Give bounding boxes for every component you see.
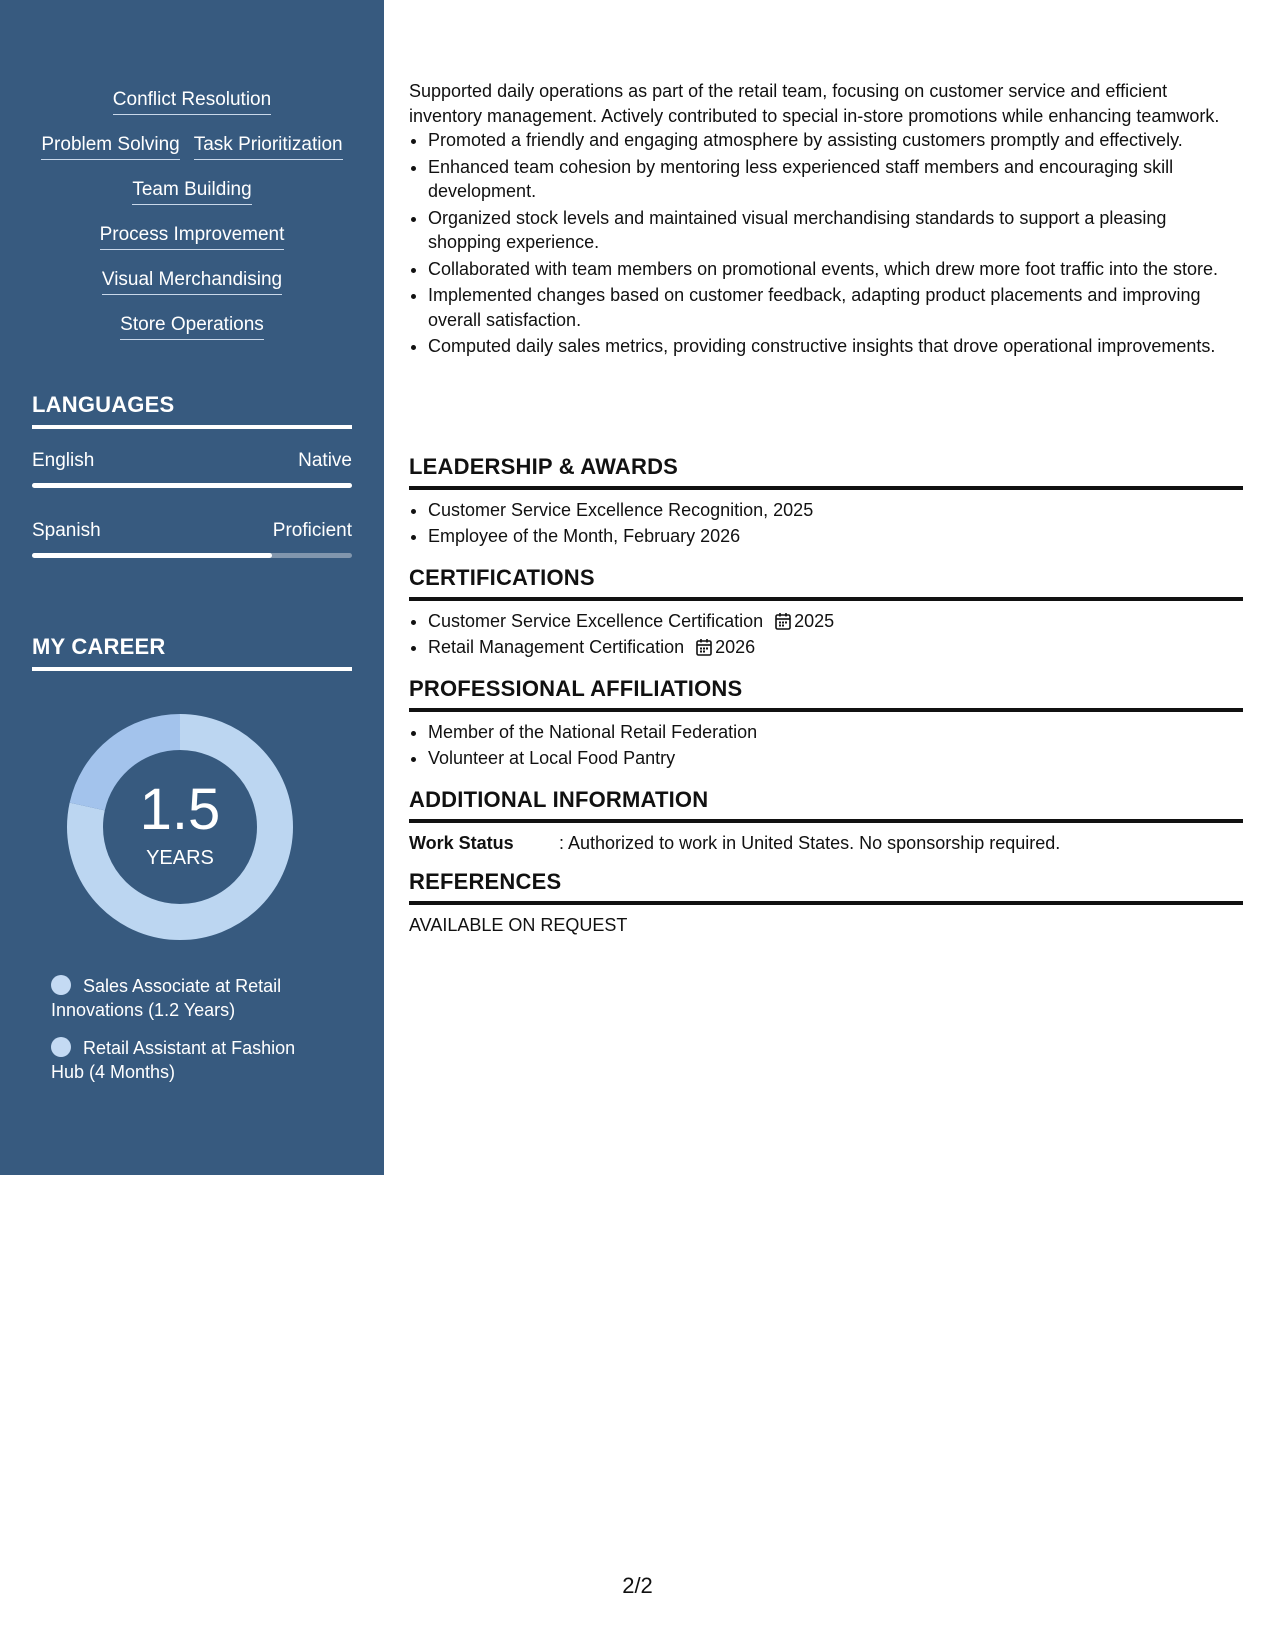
section-heading: ADDITIONAL INFORMATION <box>409 788 1243 823</box>
legend-dot <box>51 1037 71 1057</box>
skill-row <box>0 88 384 115</box>
skill-row <box>0 268 384 295</box>
career-unit: YEARS <box>146 847 214 869</box>
language-bar <box>32 483 352 488</box>
languages-heading: LANGUAGES <box>32 392 352 429</box>
career-job-item <box>51 1036 321 1084</box>
list-item: • Collaborated with team members on promotional events, which drew more foot traffic into the store. <box>428 257 1243 282</box>
calendar-icon <box>775 612 791 630</box>
additional-info-section <box>409 788 1243 855</box>
section-heading: LEADERSHIP & AWARDS <box>409 455 1243 490</box>
career-job-item <box>51 974 321 1022</box>
work-status-row <box>409 831 1243 856</box>
career-job-label: Retail Assistant at Fashion Hub (4 Months) <box>51 1038 296 1082</box>
language-spanish <box>32 520 352 558</box>
page-number: 2/2 <box>622 1573 653 1598</box>
experience-bullets <box>409 128 1243 359</box>
skill-row <box>0 313 384 340</box>
language-level: Proficient <box>272 520 352 541</box>
career-total: 1.5 <box>139 777 221 842</box>
list-item: • Promoted a friendly and engaging atmosphere by assisting customers promptly and effectively. <box>428 128 1243 153</box>
skill-tag: Task Prioritization <box>194 133 343 160</box>
skill-tag: Conflict Resolution <box>113 88 271 115</box>
work-status-value: : Authorized to work in United States. No sponsorship required. <box>559 832 1061 853</box>
legend-dot <box>51 975 71 995</box>
list-item: • Computed daily sales metrics, providing constructive insights that drove operational improvements. <box>428 334 1243 359</box>
section-heading: REFERENCES <box>409 870 1243 905</box>
list-item: • Implemented changes based on customer feedback, adapting product placements and improving overall satisfaction. <box>428 283 1243 332</box>
skill-tag: Problem Solving <box>41 133 179 160</box>
section-heading: CERTIFICATIONS <box>409 566 1243 601</box>
language-level: Native <box>298 450 352 471</box>
references-text: AVAILABLE ON REQUEST <box>409 914 628 935</box>
skill-tag: Process Improvement <box>100 223 285 250</box>
cert-name: Retail Management Certification <box>428 637 685 657</box>
language-bar-fill <box>32 483 352 488</box>
list-item <box>428 635 1243 660</box>
skill-row <box>0 178 384 205</box>
skill-tag: Visual Merchandising <box>102 268 282 295</box>
section-heading: PROFESSIONAL AFFILIATIONS <box>409 677 1243 712</box>
work-status-label: Work Status <box>409 832 514 853</box>
career-donut-chart <box>63 710 297 944</box>
skill-row <box>0 223 384 250</box>
cert-name: Customer Service Excellence Certification <box>428 610 764 631</box>
sidebar <box>0 0 384 1175</box>
affiliations-section <box>409 677 1243 773</box>
career-heading: MY CAREER <box>32 634 352 671</box>
language-name: Spanish <box>32 520 101 541</box>
certifications-section <box>409 566 1243 662</box>
list-item <box>428 609 1243 634</box>
skill-row <box>0 133 384 160</box>
cert-year: 2025 <box>794 610 835 631</box>
awards-section <box>409 455 1243 551</box>
skill-tag: Store Operations <box>120 313 264 340</box>
language-bar-fill <box>32 553 272 558</box>
list-item: • Enhanced team cohesion by mentoring less experienced staff members and encouraging skill development. <box>428 155 1243 204</box>
experience-section <box>409 79 1243 361</box>
language-name: English <box>32 450 95 471</box>
list-item: • Member of the National Retail Federation <box>428 720 1243 745</box>
list-item: • Customer Service Excellence Recognition, 2025 <box>428 498 1243 523</box>
career-job-label: Sales Associate at Retail Innovations (1.2 Years) <box>51 976 282 1020</box>
language-bar <box>32 553 352 558</box>
list-item: • Employee of the Month, February 2026 <box>428 524 1243 549</box>
references-section <box>409 870 1243 937</box>
list-item: • Volunteer at Local Food Pantry <box>428 746 1243 771</box>
experience-summary: Supported daily operations as part of the retail team, focusing on customer service and efficient inventory management. Actively contributed to special in-store promotions while enhancing teamwork. <box>409 81 1220 126</box>
language-english <box>32 450 352 488</box>
list-item: • Organized stock levels and maintained visual merchandising standards to support a pleasing shopping experience. <box>428 206 1243 255</box>
calendar-icon <box>696 638 712 656</box>
cert-year: 2026 <box>715 637 756 657</box>
skill-tag: Team Building <box>132 178 251 205</box>
